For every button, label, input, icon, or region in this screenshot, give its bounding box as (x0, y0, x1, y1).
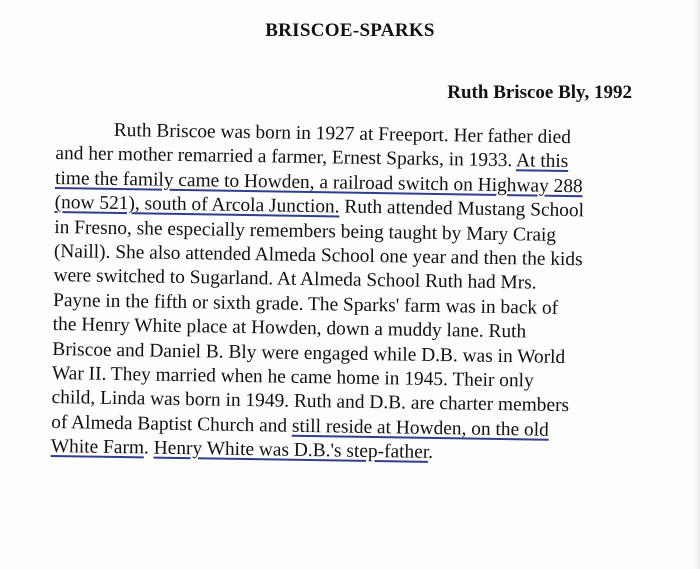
text-segment: Ruth attended Mustang School (339, 196, 585, 222)
text-segment: in Fresno, she especially remembers being taught by Mary Craig (54, 216, 557, 246)
underlined-text: At this (515, 150, 569, 173)
text-segment: and her mother remarried a farmer, Ernest Sparks, in 1933. (55, 143, 517, 172)
underlined-text: Henry White was D.B.'s step-father (153, 437, 429, 463)
text-segment: Payne in the fifth or sixth grade. The Sparks' farm was in back of (52, 289, 559, 319)
underlined-text: still reside at Howden, on the old (291, 415, 549, 441)
scan-edge-shadow (694, 0, 700, 569)
underlined-text: White Farm (50, 436, 145, 459)
body-paragraph (51, 118, 674, 469)
author-byline: Ruth Briscoe Bly, 1992 (447, 82, 632, 103)
text-segment: Briscoe and Daniel B. Bly were engaged while D.B. was in World (52, 338, 566, 368)
text-segment: the Henry White place at Howden, down a muddy lane. Ruth (52, 314, 527, 343)
text-segment: . (428, 441, 434, 464)
text-segment: . (143, 437, 154, 459)
text-segment: (Naill). She also attended Almeda School one year and then the kids (53, 240, 583, 271)
text-segment: Ruth Briscoe was born in 1927 at Freeport. Her father died (113, 119, 572, 149)
text-segment: War II. They married when he came home in 1945. Their only (51, 362, 534, 392)
text-segment: child, Linda was born in 1949. Ruth and D.B. are charter members (51, 387, 570, 417)
text-segment: of Almeda Baptist Church and (51, 411, 293, 437)
underlined-text: (now 521), south of Arcola Junction. (54, 192, 340, 218)
text-segment: were switched to Sugarland. At Almeda School Ruth had Mrs. (53, 265, 537, 294)
document-title: BRISCOE-SPARKS (265, 20, 435, 41)
underlined-text: time the family came to Howden, a railroad switch on Highway 288 (54, 167, 583, 198)
